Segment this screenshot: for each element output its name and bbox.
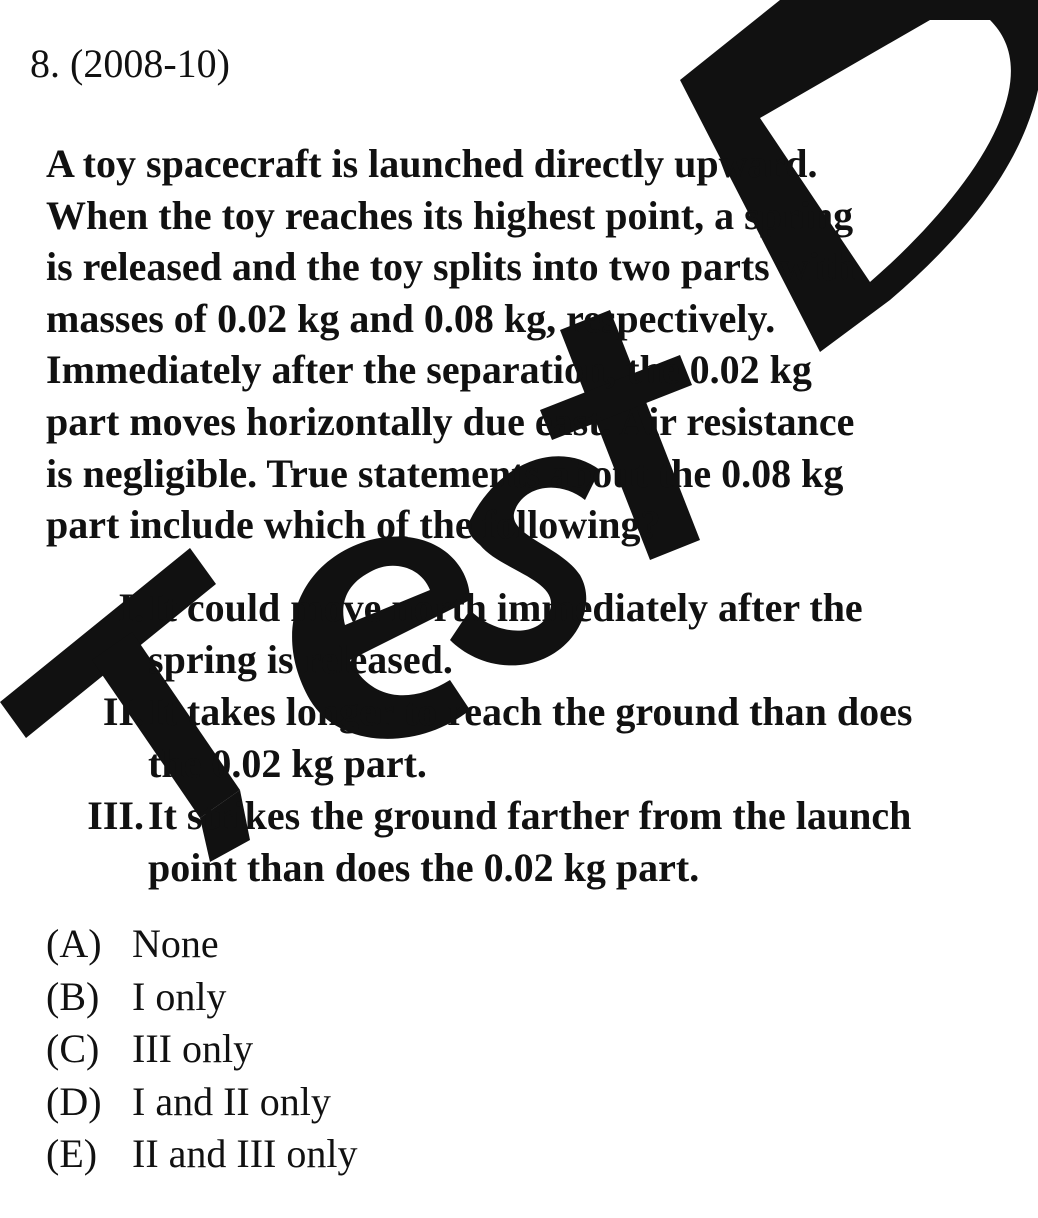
stem-line: When the toy reaches its highest point, a spring <box>46 192 854 238</box>
statement-line: It takes longer to reach the ground than does <box>148 689 913 734</box>
stem-line: is negligible. True statements about the 0.08 kg <box>46 450 844 496</box>
statement-line: It strikes the ground farther from the launch <box>148 793 912 838</box>
stem-line: masses of 0.02 kg and 0.08 kg, respectively. <box>46 295 776 341</box>
stem-line: part include which of the following? <box>46 502 661 548</box>
statement-numeral: I. <box>118 585 144 630</box>
statement-line: It could move north immediately after the <box>148 585 863 630</box>
statement-item <box>0 582 1038 686</box>
stem-line: Immediately after the separation, the 0.02 kg <box>46 347 812 393</box>
statement-item <box>0 790 1038 894</box>
statement-line: the 0.02 kg part. <box>148 741 427 786</box>
statement-text <box>148 582 863 686</box>
question-stem <box>46 138 1006 551</box>
stem-line: is released and the toy splits into two parts with <box>46 244 856 290</box>
statement-numeral: III. <box>87 793 144 838</box>
statement-item <box>0 686 1038 790</box>
statement-line: spring is released. <box>148 637 453 682</box>
choice-text: I only <box>132 973 227 1019</box>
statement-numeral: II. <box>102 689 144 734</box>
choice-letter: (E) <box>46 1131 98 1176</box>
stem-line: part moves horizontally due east. Air resistance <box>46 398 855 444</box>
choice-letter: (C) <box>46 1026 100 1071</box>
statement-text <box>148 790 911 894</box>
question-number: 8. (2008-10) <box>30 41 230 86</box>
choice-letter: (B) <box>46 973 100 1019</box>
statement-text <box>148 686 913 790</box>
choice-text: III only <box>132 1026 254 1071</box>
choice-letter: (D) <box>46 1078 102 1124</box>
choice-text: II and III only <box>132 1131 358 1176</box>
choice-letter: (A) <box>46 921 102 966</box>
statement-list <box>0 582 1038 894</box>
choice-text: I and II only <box>132 1078 331 1124</box>
choice-text: None <box>132 921 219 966</box>
stem-line: A toy spacecraft is launched directly upward. <box>46 141 818 186</box>
statement-line: point than does the 0.02 kg part. <box>148 845 700 890</box>
